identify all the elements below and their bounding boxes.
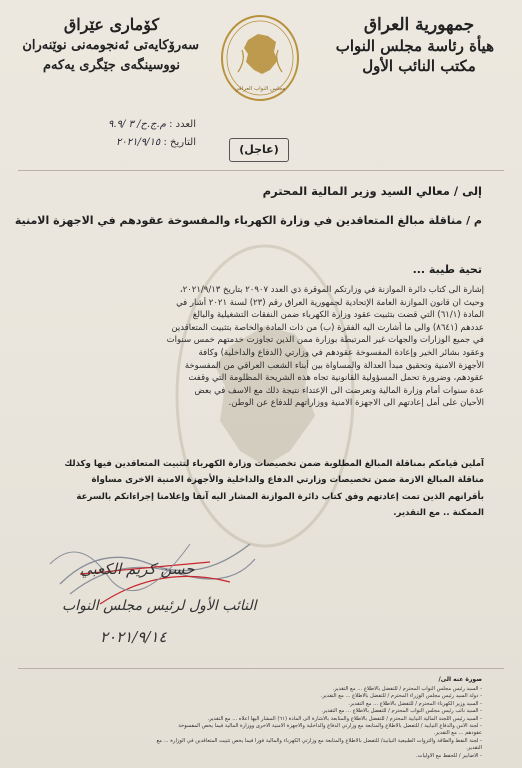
reference-number-value: م.ج.ح/ ٣ /٩.٩ [108,119,166,130]
cc-item: - السيد رئيس اللجنة المالية النيابية المحترم / للتفضل بالاطلاع والمتابعة بالاشارة الى المادة (٦١) المشار اليها أعلاه ... مع التقدير. [207,715,482,722]
body-line: عقودهم، وضرورة تحمل المسؤولية القانونية تجاه هذه الشريحة المظلومة التي وقفت [188,373,484,384]
urgent-badge: (عاجل) [229,138,289,162]
cc-list [42,686,482,760]
header-kurdish-office: نووسینگەی جێگری یەكەم [42,58,180,73]
body-line: في جميع الوزارات والجهات غير المرتبطة بوزارة ممن الذين تجاوزت خدمتهم خمس سنوات [166,335,484,346]
body-line: وحيث ان قانون الموازنة العامة الإتحادية لجمهورية العراق رقم (٢٣) لسنة ٢٠٢١ أشار في [176,297,484,308]
request-line: آملين قيامكم بمناقلة المبالغ المطلوبة ضمن تخصيصات وزارة الكهرباء لتثبيت المتعاقدين فيها وكذلك [64,459,484,469]
header-kurdish-country: كۆماری عێراق [63,15,160,34]
cc-item: - لجنة النفط والطاقة والثروات الطبيعية النيابية/ للتفضل بالاطلاع والمتابعة مع وزارتي الكهرباء والمالية فوراً فيما يخص تثبيت المتعاقدين في الوزارة ... مع [156,737,482,744]
header-office: مكتب النائب الأول [362,57,476,75]
reference-date-row: التاريخ : ٢٠٢١/٩/١٥ [115,137,196,148]
request-line: الممكنة .. مع التقدير. [393,508,484,519]
reference-date-label: التاريخ [170,137,196,148]
body-line: وعقود بشائر الخير وإعادة المفسوخة عقودهم في وزارتي (الدفاع والداخلية) وكافة [198,347,484,358]
cc-item: - الاضابير / للحفظ مع الاوليات. [415,752,482,759]
request-paragraph [40,456,484,522]
seal-text: مجلس النواب العراقي [234,86,286,92]
reference-number-row: العدد : م.ج.ح/ ٣ /٩.٩ [108,119,196,130]
header-kurdish-presidency: سەرۆكایەتی ئەنجومەنی نوێنەران [22,38,199,53]
reference-number-label: العدد [175,119,196,130]
body-line: الأجهزة الامنية وتحقيق مبدأ العدالة والمساواة بين أبناء الشعب العراقي من المفسوخة [184,360,484,371]
body-line: الأحيان على أمل إعادتهم الى الاجهزة الامنية ووزاراتهم للدفاع عن الوطن. [228,398,484,409]
cc-item: عقودهم ... مع التقدير. [433,730,482,737]
cc-title: صورة عنه الى/ [438,676,482,683]
signature-date: ٢٠٢١/٩/١٤ [100,628,167,646]
footer-divider [18,668,504,669]
body-line: عدة سنوات أمام وزارة المالية وتعرضت الى الإعتداء نتيجة ذلك مع الاسف في بعض [194,385,484,396]
parliament-seal-logo [218,12,302,108]
subject-line: م / مناقلة مبالغ المتعاقدين في وزارة الكهرباء والمفسوخة عقودهم في الاجهزة الامنية [14,214,482,227]
cc-item: - السيد نائب رئيس مجلس النواب المحترم / للتفضل بالاطلاع ... مع التقدير. [321,708,482,715]
recipient-line: إلى / معالي السيد وزير المالية المحترم [262,184,482,198]
signatory-title: النائب الأول لرئيس مجلس النواب [62,598,257,614]
header-kurdish [24,14,199,76]
request-line: مناقلة المبالغ الازمة ضمن تخصيصات وزارتي الدفاع والداخلية والأجهزة الامنية الاخرى مساواة [91,475,484,486]
cc-item: التقدير. [466,745,482,752]
body-line: عددهم (٨٦٤١) والى ما أشارت اليه الفقرة (ب) من ذات المادة والخاصة بتثبيت المتعاقدين [171,322,484,333]
header-divider [18,170,504,171]
cc-item: - السيد رئيس مجلس النواب المحترم / للتفضل بالاطلاع ... مع التقدير. [332,686,482,692]
request-line: بأقرانهم الذين تمت إعادتهم وفق كتاب دائرة الموازنة المشار اليه آنفا وإعلامنا إجراءاتكم بالسرعة [76,491,484,502]
body-line: المادة (٦١/١) التي قضت بتثبيت عقود وزارة الكهرباء ضمن النفقات التشغيلية والبالغ [192,310,484,321]
cc-item: - دولة السيد رئيس مجلس الوزراء المحترم / للتفضل بالاطلاع ... مع التقدير. [320,693,482,700]
header-country: جمهورية العراق [363,15,475,35]
body-line: إشارة الى كتاب دائرة الموازنة في وزارتكم الموقرة ذي العدد ٢٠٩٠٧ بتاريخ ٢٠٢١/٩/١٣، [179,285,484,295]
letter-body [46,284,484,410]
greeting: تحية طيبة ... [412,263,482,276]
header-arabic [335,14,494,76]
cc-item: - السيد وزير الكهرباء المحترم / للتفضل بالاطلاع ... مع التقدير. [348,700,482,707]
reference-block [36,116,196,152]
cc-item: - لجنة الامن والدفاع النيابية / للتفضل بالاطلاع والمتابعة مع وزارتي الدفاع والداخلية والاجهزة الامنية الاخرى ووزارة المالية فيما يخص المفسوخة [178,723,482,730]
signatory-name: حسن كريم الكعبي [80,560,195,578]
header-presidency: هيأة رئاسة مجلس النواب [335,37,494,55]
reference-date-value: ٢٠٢١/٩/١٥ [115,137,161,148]
